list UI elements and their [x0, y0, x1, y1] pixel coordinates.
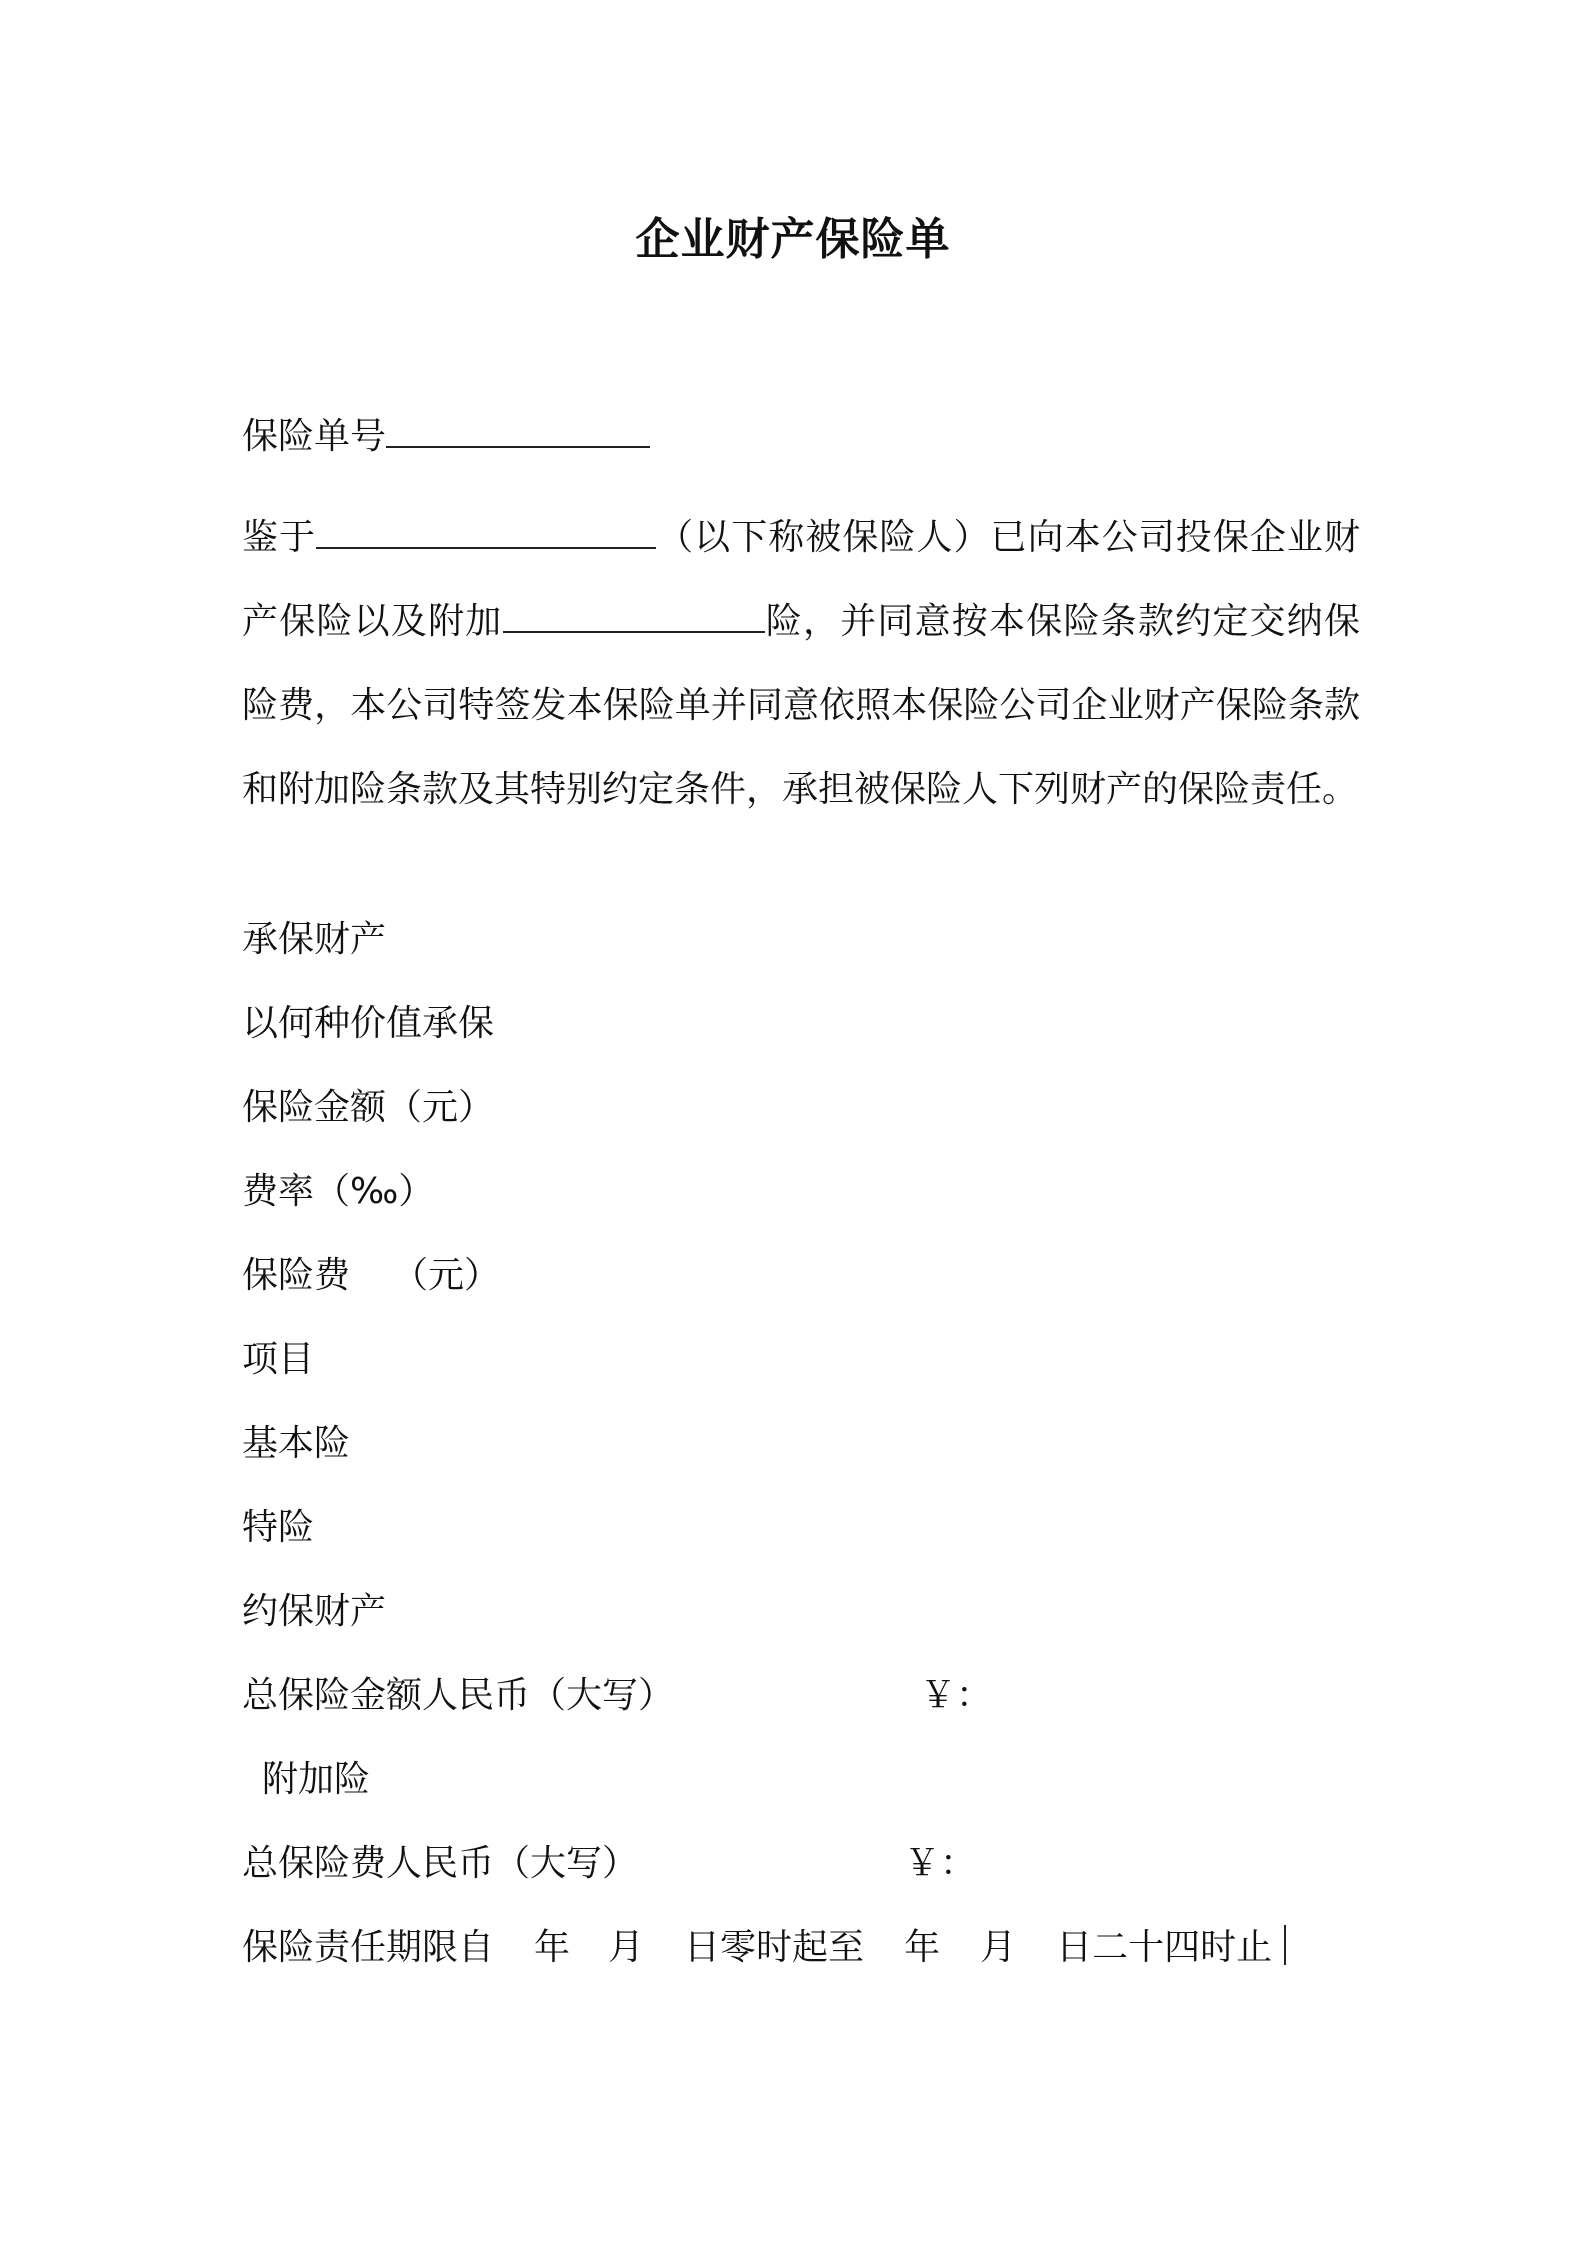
text-cursor — [1284, 1925, 1286, 1965]
period-day-1: 日零时起至 — [684, 1927, 865, 1968]
total-premium-yen: ￥： — [904, 1843, 977, 1884]
insurance-period-row — [242, 1925, 1286, 1971]
total-sum-yen: ￥： — [920, 1675, 993, 1716]
special-cover-label: 特险 — [242, 1507, 315, 1548]
intro-text-1: 鉴于 — [242, 517, 317, 558]
rate-label: 费率（‰） — [242, 1171, 435, 1212]
basic-cover-label: 基本险 — [242, 1423, 351, 1464]
sum-insured-label: 保险金额（元） — [242, 1087, 495, 1128]
intro-text-3: 险，并同意按本保险条款约定交纳保险费，本公司特签发本保险单并同意依照本保险公司企业财产保险条款和附加险条款及其特别约定条件，承担被保险人下列财产的保险责任。 — [242, 601, 1360, 810]
total-premium-label: 总保险费人民币（大写） — [242, 1843, 639, 1884]
insured-property-label: 承保财产 — [242, 919, 387, 960]
policy-number-blank[interactable] — [386, 412, 650, 448]
policy-number-row — [242, 412, 650, 460]
additional-cover-blank[interactable] — [503, 601, 765, 633]
total-sum-row — [242, 1673, 674, 1719]
period-month-2: 月 — [980, 1927, 1017, 1968]
period-year-2: 年 — [904, 1927, 941, 1968]
total-sum-label: 总保险金额人民币（大写） — [242, 1675, 675, 1716]
period-month-1: 月 — [608, 1927, 645, 1968]
intro-paragraph — [242, 496, 1360, 832]
period-from-label: 保险责任期限自 — [242, 1927, 495, 1968]
document-title: 企业财产保险单 — [635, 214, 951, 265]
period-day-2: 日二十四时止 — [1056, 1927, 1273, 1968]
premium-row — [242, 1253, 500, 1299]
total-premium-row — [242, 1841, 638, 1887]
item-label: 项目 — [242, 1339, 315, 1380]
period-year-1: 年 — [534, 1927, 571, 1968]
insured-name-blank[interactable] — [316, 517, 656, 549]
additional-cover-label: 附加险 — [262, 1759, 371, 1800]
valuation-basis-label: 以何种价值承保 — [242, 1003, 495, 1044]
premium-label: 保险费 — [242, 1255, 351, 1296]
intro-text-2: （以下称被保险人）已向本公司投保企业财产保险以及附加 — [242, 517, 1360, 642]
premium-unit: （元） — [392, 1255, 501, 1296]
policy-number-label: 保险单号 — [242, 416, 387, 457]
agreed-property-label: 约保财产 — [242, 1591, 387, 1632]
